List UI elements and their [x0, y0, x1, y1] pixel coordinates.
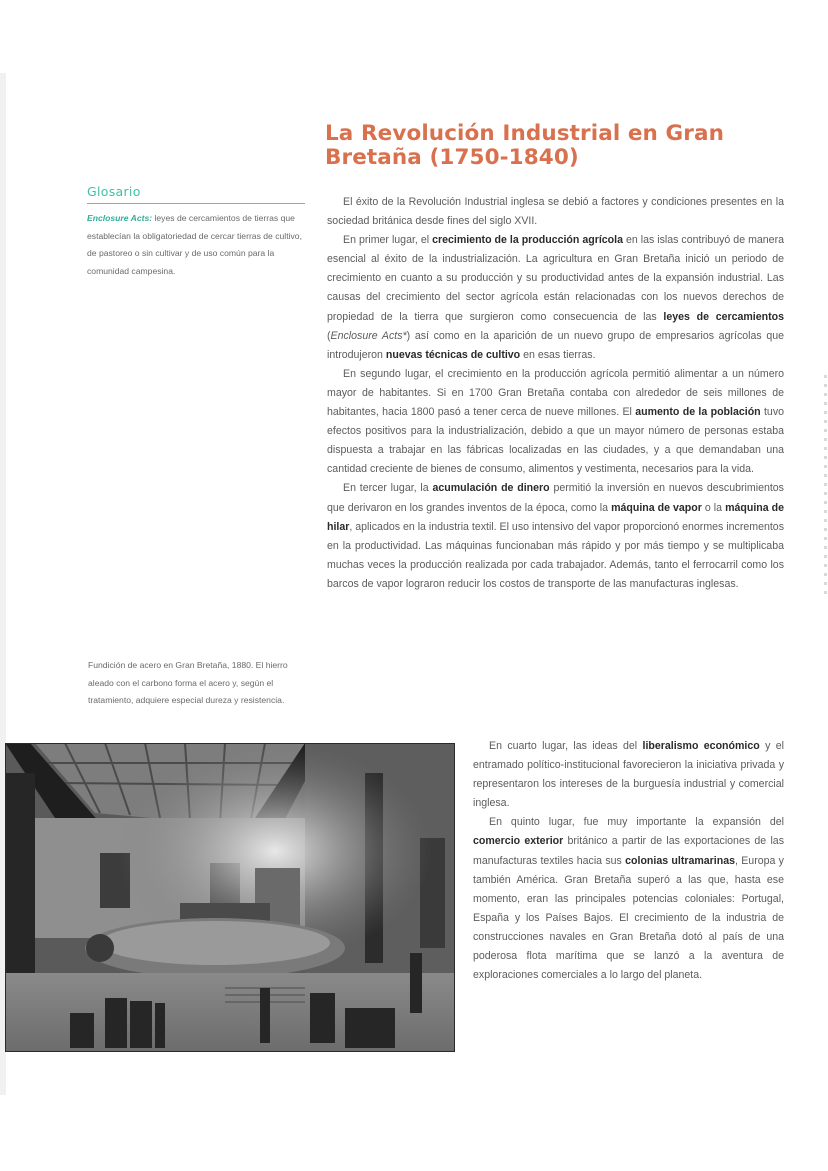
- glossary-term: Enclosure Acts:: [87, 213, 153, 223]
- glossary-heading: Glosario: [87, 184, 305, 204]
- glossary-entry: [87, 210, 305, 280]
- text: en esas tierras.: [520, 348, 596, 361]
- text: y el entramado político-institucional favorecieron la iniciativa privada y representaron los intereses de la burguesía industrial y comercial inglesa.: [473, 740, 784, 810]
- key-term: comercio exterior: [473, 835, 564, 848]
- paragraph-liberalism: [473, 737, 784, 813]
- key-term: liberalismo económico: [642, 740, 760, 752]
- key-term: aumento de la población: [635, 406, 761, 419]
- text: británico a partir de las exportaciones de las manufacturas textiles hacia sus: [473, 835, 784, 867]
- text: en las islas contribuyó de manera esencial al éxito de la industrialización. La agricultura en Gran Bretaña inició un periodo de crecimiento en cuanto a su producción y su productividad antes de la expansión industrial. Las causas del crecimiento del sector agrícola están relacionadas con los nuevos derechos de propiedad de la tierra que surgieron como consecuencia de las: [327, 234, 784, 323]
- key-term: nuevas técnicas de cultivo: [385, 348, 521, 361]
- foundry-illustration-icon: [5, 743, 455, 1052]
- main-text-column: [327, 193, 784, 594]
- text: tuvo efectos positivos para la industrialización, debido a que un mayor número de personas estaba dispuesta a trabajar en las fábricas localizadas en las ciudades, y a que demandaban una cantidad creciente de bienes de consumo, alimentos y vestimenta, necesarios para la vida.: [327, 406, 785, 476]
- text: En segundo lugar, el crecimiento en la producción agrícola permitió alimentar a un número mayor de habitantes. Si en 1700 Gran Bretaña contaba con alrededor de seis millones de habitantes, hacia 1800 pasó a tener cerca de nueve millones. El: [327, 367, 784, 419]
- glossary-definition: leyes de cercamientos de tierras que establecían la obligatoriedad de cercar tierras de cultivo, de pastoreo o sin cultivar y de uso común para la comunidad campesina.: [87, 213, 302, 276]
- text: En quinto lugar, fue muy importante la expansión del: [489, 816, 784, 829]
- text: (: [327, 329, 331, 342]
- text: , aplicados en la industria textil. El uso intensivo del vapor proporcionó enormes incrementos en la productividad. Las máquinas funcionaban más rápido y por más tiempo y se multiplicaba muchas veces la producción realizada por cada trabajador. Además, tanto el ferrocarril como los barcos de vapor lograron reducir los costos de transporte de las manufacturas inglesas.: [327, 520, 784, 590]
- text: , Europa y también América. Gran Bretaña superó a las que, hasta ese momento, eran las principales potencias coloniales: Portugal, España y los Países Bajos. El crecimiento de la industria de construcciones navales en Gran Bretaña dotó al país de una poderosa flota marítima que se lanzó a la aventura de exploraciones comerciales a lo largo del planeta.: [473, 854, 784, 982]
- text: En primer lugar, el: [343, 234, 433, 247]
- paragraph-trade: [473, 813, 784, 985]
- paragraph-agriculture: [327, 231, 784, 365]
- glossary-reference: Enclosure Acts*: [330, 329, 407, 342]
- page-edge-marks: [824, 375, 827, 600]
- paragraph-population: [327, 365, 784, 480]
- key-term: acumulación de dinero: [432, 482, 550, 495]
- figure-caption: Fundición de acero en Gran Bretaña, 1880. El hierro aleado con el carbono forma el acero y, según el tratamiento, adquiere especial dureza y resistencia.: [88, 660, 288, 705]
- text: ) así como en la aparición de un nuevo grupo de empresarios agrícolas que introdujeron: [327, 329, 785, 361]
- text: En cuarto lugar, las ideas del: [489, 740, 643, 752]
- page-title: La Revolución Industrial en Gran Bretaña (1750-1840): [325, 121, 725, 170]
- key-term: colonias ultramarinas: [625, 854, 735, 867]
- key-term: máquina de vapor: [611, 501, 702, 514]
- paragraph-capital: [327, 479, 784, 594]
- text: En tercer lugar, la: [343, 482, 433, 495]
- text: o la: [701, 501, 726, 514]
- lower-text-column: [473, 737, 784, 985]
- glossary-box: [87, 184, 305, 280]
- key-term: máquina de hilar: [327, 501, 784, 533]
- key-term: crecimiento de la producción agrícola: [432, 234, 623, 247]
- engraving-steel-foundry-image: [5, 743, 455, 1052]
- paragraph-intro: El éxito de la Revolución Industrial inglesa se debió a factores y condiciones presentes en la sociedad británica desde fines del siglo XVII.: [327, 196, 784, 228]
- key-term: leyes de cercamientos: [663, 310, 784, 323]
- text: permitió la inversión en nuevos descubrimientos que derivaron en los grandes inventos de la época, como la: [327, 482, 784, 514]
